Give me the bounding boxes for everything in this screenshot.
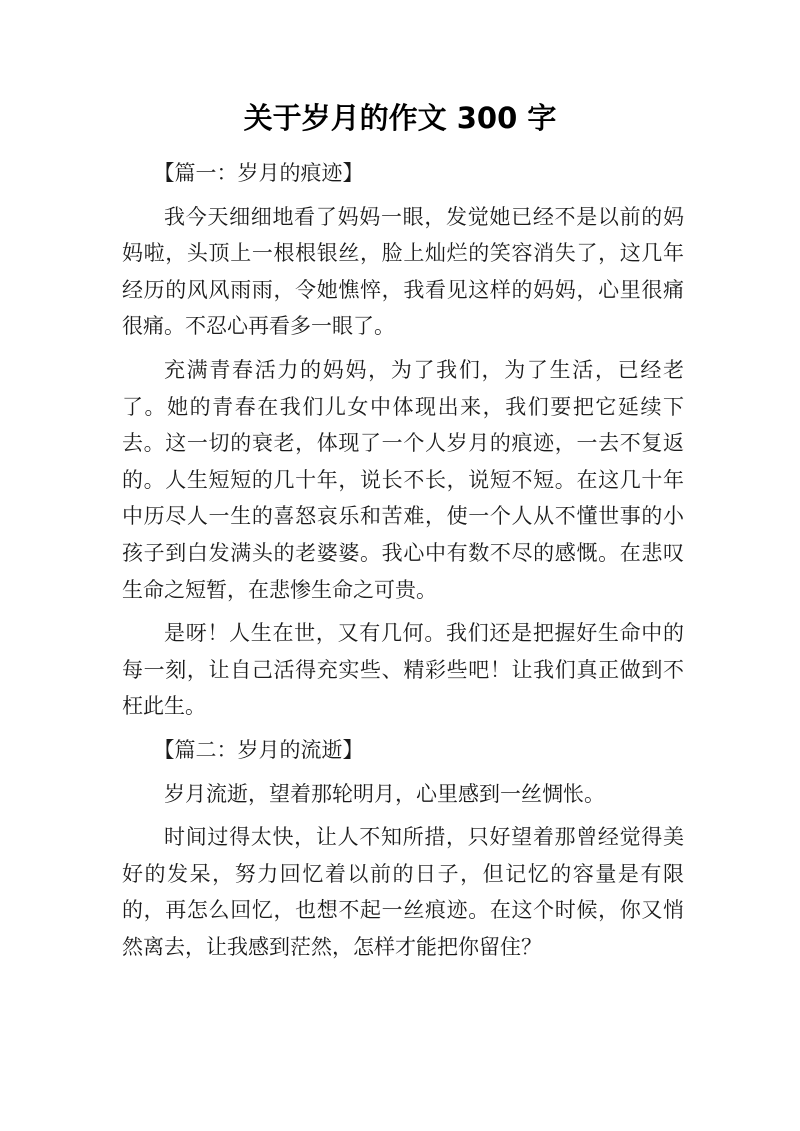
paragraph: 时间过得太快，让人不知所措，只好望着那曾经觉得美好的发呆，努力回忆着以前的日子，但记忆的容量是有限的，再怎么回忆，也想不起一丝痕迹。在这个时候，你又悄然离去，让我感到茫然，怎样才能把你留住？ bbox=[122, 825, 684, 959]
section-heading-2: 【篇二：岁月的流逝】 bbox=[153, 737, 364, 762]
paragraph: 我今天细细地看了妈妈一眼，发觉她已经不是以前的妈妈啦，头顶上一根根银丝，脸上灿烂的笑容消失了，这几年经历的风风雨雨，令她憔悴，我看见这样的妈妈，心里很痛很痛。不忍心再看多一眼了。 bbox=[122, 204, 684, 339]
paragraph: 岁月流逝，望着那轮明月，心里感到一丝惆怅。 bbox=[164, 781, 605, 806]
section-heading-1: 【篇一：岁月的痕迹】 bbox=[153, 161, 364, 185]
document-title: 关于岁月的作文 300 字 bbox=[243, 101, 557, 135]
paragraph: 充满青春活力的妈妈，为了我们，为了生活，已经老了。她的青春在我们儿女中体现出来，我们要把它延续下去。这一切的衰老，体现了一个人岁月的痕迹，一去不复返的。人生短短的几十年，说长不长，说短不短。在这几十年中历尽人一生的喜怒哀乐和苦难，使一个人从不懂世事的小孩子到白发满头的老婆婆。我心中有数不尽的感慨。在悲叹生命之短暂，在悲惨生命之可贵。 bbox=[122, 357, 684, 602]
document-body bbox=[122, 155, 684, 972]
paragraph: 是呀！人生在世，又有几何。我们还是把握好生命中的每一刻，让自己活得充实些、精彩些吧！让我们真正做到不枉此生。 bbox=[122, 621, 684, 719]
